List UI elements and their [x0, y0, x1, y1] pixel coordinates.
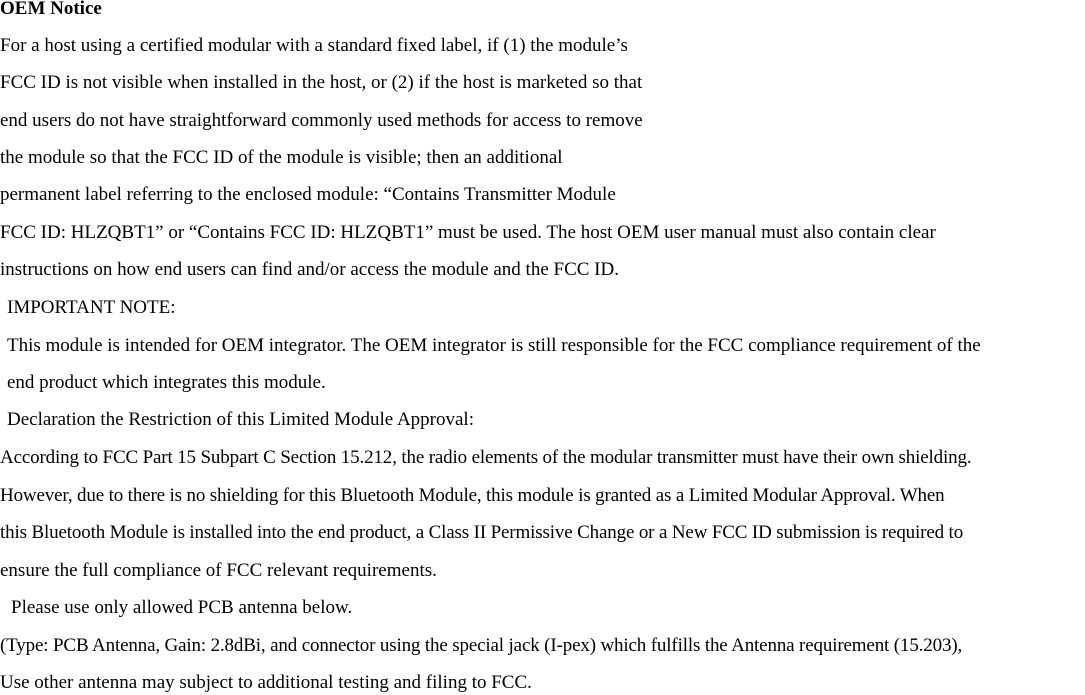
paragraph1-line-3: end users do not have straightforward commonly used methods for access to remove — [0, 110, 643, 131]
heading-oem-notice: OEM Notice — [0, 0, 102, 19]
important-note-line-2: end product which integrates this module. — [7, 372, 326, 393]
paragraph2-line-2: However, due to there is no shielding for this Bluetooth Module, this module is granted as a Limited Modular Approval. When — [0, 485, 945, 506]
paragraph2-line-4: ensure the full compliance of FCC relevant requirements. — [0, 560, 437, 581]
antenna-note: Please use only allowed PCB antenna below. — [11, 597, 353, 618]
antenna-line-1: (Type: PCB Antenna, Gain: 2.8dBi, and connector using the special jack (I-pex) which fulfills the Antenna requirement (15.203), — [0, 635, 963, 656]
paragraph1-line-4: the module so that the FCC ID of the module is visible; then an additional — [0, 147, 563, 168]
paragraph1-line-7: instructions on how end users can find and/or access the module and the FCC ID. — [0, 259, 619, 280]
paragraph1-line-1: For a host using a certified modular with a standard fixed label, if (1) the module’s — [0, 35, 628, 56]
paragraph2-line-3: this Bluetooth Module is installed into the end product, a Class II Permissive Change or a New FCC ID submission is required to — [0, 522, 964, 543]
important-note-title: IMPORTANT NOTE: — [7, 297, 176, 318]
paragraph2-line-1: According to FCC Part 15 Subpart C Section 15.212, the radio elements of the modular transmitter must have their own shielding. — [0, 447, 972, 468]
paragraph1-line-5: permanent label referring to the enclosed module: “Contains Transmitter Module — [0, 184, 616, 205]
paragraph1-line-2: FCC ID is not visible when installed in the host, or (2) if the host is marketed so that — [0, 72, 643, 93]
important-note-line-1: This module is intended for OEM integrator. The OEM integrator is still responsible for the FCC compliance requirement of the — [7, 335, 981, 356]
antenna-line-2: Use other antenna may subject to additional testing and filing to FCC. — [0, 672, 532, 693]
declaration-title: Declaration the Restriction of this Limited Module Approval: — [7, 409, 474, 430]
paragraph1-line-6: FCC ID: HLZQBT1” or “Contains FCC ID: HLZQBT1” must be used. The host OEM user manual must also contain clear — [0, 222, 936, 243]
